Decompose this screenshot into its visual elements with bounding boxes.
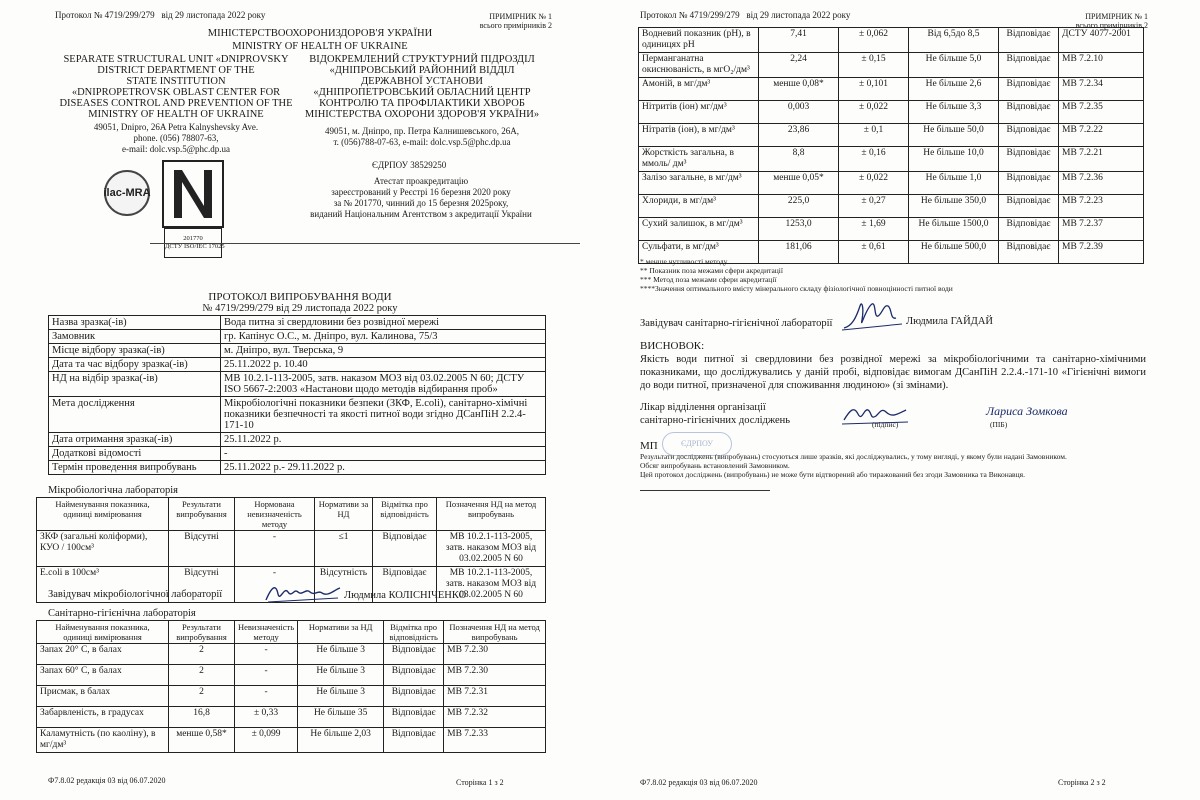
table-row — [639, 218, 1144, 241]
indicator-name: E.coli в 100см³ — [37, 567, 169, 603]
compliance-mark: Відповідає — [999, 147, 1059, 172]
chemical-results-table — [638, 27, 1144, 264]
table-row — [639, 172, 1144, 195]
compliance-mark: Відповідає — [999, 53, 1059, 78]
compliance-mark: Відповідає — [384, 665, 444, 686]
indicator-name: Присмак, в балах — [37, 686, 169, 707]
org-ua-line: ВІДОКРЕМЛЕНИЙ СТРУКТУРНИЙ ПІДРОЗДІЛ — [309, 54, 535, 65]
table-row — [49, 344, 546, 358]
table-row — [639, 147, 1144, 172]
stamp-label: МП — [640, 440, 658, 452]
table-header-row — [37, 498, 546, 531]
nau-number: 201770 — [183, 235, 203, 242]
document-title: ПРОТОКОЛ ВИПРОБУВАННЯ ВОДИ — [208, 291, 392, 303]
compliance-mark: Відповідає — [999, 241, 1059, 264]
table-row — [49, 372, 546, 397]
table-row — [639, 195, 1144, 218]
table-row — [49, 447, 546, 461]
org-ua-line: ДЕРЖАВНОЇ УСТАНОВИ — [361, 76, 483, 87]
norm-value: Не більше 1500,0 — [909, 218, 999, 241]
copy-counter — [480, 12, 552, 30]
col-indicator: Найменування показника, одиниці вимірювання — [37, 621, 169, 644]
uncertainty: - — [235, 531, 315, 567]
uncertainty: ± 0,062 — [839, 28, 909, 53]
edrpou-code: ЄДРПОУ 38529250 — [372, 160, 447, 170]
compliance-mark: Відповідає — [373, 567, 437, 603]
table-row — [639, 124, 1144, 147]
info-label: Додаткові відомості — [49, 447, 221, 461]
protocol-date: від 29 листопада 2022 року — [746, 10, 851, 20]
method-reference: МВ 7.2.22 — [1059, 124, 1144, 147]
table-row — [37, 686, 546, 707]
form-footer: Ф7.8.02 редакція 03 від 06.07.2020 — [640, 778, 758, 787]
sample-info-table — [48, 315, 546, 475]
test-result: 7,41 — [759, 28, 839, 53]
uncertainty: ± 0,33 — [235, 707, 298, 728]
uncertainty: - — [235, 665, 298, 686]
uncertainty: ± 0,16 — [839, 147, 909, 172]
indicator-name: Забарвленість, в градусах — [37, 707, 169, 728]
indicator-name: Залізо загальне, в мг/дм³ — [639, 172, 759, 195]
indicator-name: Перманганатна окиснюваність, в мгО₂/дм³ — [639, 53, 759, 78]
norm-value: Не більше 10,0 — [909, 147, 999, 172]
info-label: Дата отримання зразка(-ів) — [49, 433, 221, 447]
accreditation-line: зареєстрований у Реєстрі 16 березня 2020 року — [331, 187, 511, 197]
indicator-name: Водневий показник (рН), в одиницях рН — [639, 28, 759, 53]
disclaimer — [640, 452, 1067, 479]
table-row — [37, 644, 546, 665]
col-result: Результати випробування — [169, 621, 235, 644]
org-name-ua — [292, 54, 552, 120]
info-value: 25.11.2022 р. — [221, 433, 546, 447]
method-reference: МВ 7.2.35 — [1059, 101, 1144, 124]
nau-standard: ДСТУ ISO/IEC 17025 — [165, 243, 225, 250]
org-ua-line: «ДНІПРОПЕТРОВСЬКИЙ ОБЛАСНИЙ ЦЕНТР — [313, 87, 531, 98]
norm-value: Не більше 350,0 — [909, 195, 999, 218]
signature-kolisnichenko-icon — [262, 580, 342, 606]
uncertainty: - — [235, 686, 298, 707]
header-protocol-number — [55, 10, 265, 20]
norm-value: Не більше 3 — [298, 665, 384, 686]
address-en-line: 49051, Dnipro, 26A Petra Kalnyshevsky Ave. — [93, 122, 259, 132]
protocol-label: Протокол № 4719/299/279 — [55, 10, 155, 20]
accreditation-line: Атестат проакредитацію — [373, 176, 469, 186]
method-reference: МВ 7.2.39 — [1059, 241, 1144, 264]
table-footnotes — [640, 257, 953, 293]
nau-emblem-icon — [164, 162, 222, 226]
indicator-name: Каламутність (по каоліну), в мг/дм³ — [37, 728, 169, 753]
disclaimer-line: Цей протокол досліджень (випробувань) не може бути відтворений або тиражований без згоди Замовника та Виконавця. — [640, 470, 1025, 479]
table-row — [37, 665, 546, 686]
col-method: Позначення НД на метод випробувань — [437, 498, 546, 531]
compliance-mark: Відповідає — [384, 728, 444, 753]
test-result: 1253,0 — [759, 218, 839, 241]
test-result: 23,86 — [759, 124, 839, 147]
nau-accreditation-logo — [162, 160, 224, 228]
indicator-name: ЗКФ (загальні коліформи), КУО / 100см³ — [37, 531, 169, 567]
uncertainty: ± 0,15 — [839, 53, 909, 78]
compliance-mark: Відповідає — [373, 531, 437, 567]
table-row — [37, 728, 546, 753]
micro-signer-name: Людмила КОЛІСНІЧЕНКО — [344, 590, 467, 601]
method-reference: МВ 7.2.36 — [1059, 172, 1144, 195]
norm-value: Від 6,5до 8,5 — [909, 28, 999, 53]
compliance-mark: Відповідає — [384, 707, 444, 728]
method-reference: МВ 7.2.34 — [1059, 78, 1144, 101]
method-reference: МВ 7.2.31 — [444, 686, 546, 707]
copy-number: ПРИМІРНИК № 1 — [1085, 12, 1148, 21]
test-result: менше 0,05* — [759, 172, 839, 195]
uncertainty: ± 0,101 — [839, 78, 909, 101]
org-ua-line: «ДНІПРОВСЬКИЙ РАЙОННИЙ ВІДДІЛ — [329, 65, 515, 76]
info-label: Термін проведення випробувань — [49, 461, 221, 475]
lab-head-role: Завідувач санітарно-гігієнічної лабораторії — [640, 318, 833, 329]
compliance-mark: Відповідає — [999, 28, 1059, 53]
uncertainty: - — [235, 567, 315, 603]
info-label: Місце відбору зразка(-ів) — [49, 344, 221, 358]
ministry-ua: МІНІСТЕРСТВООХОРОНИЗДОРОВ'Я УКРАЇНИ — [207, 28, 433, 39]
org-ua-line: МІНІСТЕРСТВА ОХОРОНИ ЗДОРОВ'Я УКРАЇНИ» — [304, 109, 540, 120]
accreditation-info — [290, 176, 552, 220]
compliance-mark: Відповідає — [999, 195, 1059, 218]
compliance-mark: Відповідає — [999, 124, 1059, 147]
col-uncertainty: Нормована невизначеність методу — [235, 498, 315, 531]
doctor-handwritten-name: Лариса Зомкова — [986, 404, 1068, 418]
compliance-mark: Відповідає — [999, 218, 1059, 241]
norm-value: Не більше 2,03 — [298, 728, 384, 753]
table-header-row — [37, 621, 546, 644]
norm-value: Не більше 1,0 — [909, 172, 999, 195]
copy-number: ПРИМІРНИК № 1 — [489, 12, 552, 21]
uncertainty: ± 0,022 — [839, 101, 909, 124]
col-indicator: Найменування показника, одиниці вимірювання — [37, 498, 169, 531]
table-row — [639, 28, 1144, 53]
test-result: 8,8 — [759, 147, 839, 172]
norm-value: Не більше 3 — [298, 644, 384, 665]
info-label: Замовник — [49, 330, 221, 344]
col-method: Позначення НД на метод випробувань — [444, 621, 546, 644]
uncertainty: ± 1,69 — [839, 218, 909, 241]
address-en-line: phone. (056) 78807-63, — [133, 133, 219, 143]
org-name-en — [56, 54, 296, 120]
method-reference: МВ 7.2.30 — [444, 665, 546, 686]
indicator-name: Нітритів (іон) мг/дм³ — [639, 101, 759, 124]
protocol-label: Протокол № 4719/299/279 — [640, 10, 740, 20]
method-reference: МВ 7.2.33 — [444, 728, 546, 753]
test-result: 2,24 — [759, 53, 839, 78]
norm-value: Не більше 500,0 — [909, 241, 999, 264]
info-value: 25.11.2022 р.- 29.11.2022 р. — [221, 461, 546, 475]
copy-total: всього примірників 2 — [479, 21, 552, 30]
table-row — [49, 433, 546, 447]
indicator-name: Жорсткість загальна, в ммоль/ дм³ — [639, 147, 759, 172]
address-ua — [292, 126, 552, 148]
test-result: менше 0,08* — [759, 78, 839, 101]
uncertainty: ± 0,1 — [839, 124, 909, 147]
conclusion-title: ВИСНОВОК: — [640, 340, 705, 352]
col-norm: Нормативи за НД — [298, 621, 384, 644]
info-value: 25.11.2022 р. 10.40 — [221, 358, 546, 372]
col-result: Результати випробування — [169, 498, 235, 531]
org-en-line: SEPARATE STRUCTURAL UNIT «DNIPROVSKY — [63, 54, 289, 65]
disclaimer-line: Обсяг випробувань встановлений Замовником. — [640, 461, 790, 470]
norm-value: Відсутність — [315, 567, 373, 603]
compliance-mark: Відповідає — [999, 172, 1059, 195]
lab-head-name: Людмила ГАЙДАЙ — [906, 316, 993, 327]
method-reference: МВ 10.2.1-113-2005, затв. наказом МОЗ від 03.02.2005 N 60 — [437, 567, 546, 603]
table-row — [639, 53, 1144, 78]
method-reference: МВ 7.2.10 — [1059, 53, 1144, 78]
info-label: Дата та час відбору зразка(-ів) — [49, 358, 221, 372]
compliance-mark: Відповідає — [999, 101, 1059, 124]
uncertainty: ± 0,61 — [839, 241, 909, 264]
indicator-name: Амоній, в мг/дм³ — [639, 78, 759, 101]
signature-gaidai-icon — [840, 298, 904, 334]
norm-value: Не більше 5,0 — [909, 53, 999, 78]
col-norm: Нормативи за НД — [315, 498, 373, 531]
test-result: менше 0,58* — [169, 728, 235, 753]
copy-total: всього примірників 2 — [1075, 21, 1148, 30]
test-result: 181,06 — [759, 241, 839, 264]
indicator-name: Сульфати, в мг/дм³ — [639, 241, 759, 264]
page-number: Сторінка 1 з 2 — [456, 778, 504, 787]
test-result: 225,0 — [759, 195, 839, 218]
norm-value: Не більше 3 — [298, 686, 384, 707]
info-value: м. Дніпро, вул. Тверська, 9 — [221, 344, 546, 358]
method-reference: МВ 7.2.21 — [1059, 147, 1144, 172]
test-result: 2 — [169, 665, 235, 686]
table-row — [37, 531, 546, 567]
compliance-mark: Відповідає — [384, 644, 444, 665]
org-en-line: MINISTRY OF HEALTH OF UKRAINE — [88, 109, 264, 120]
ilac-logo-text: ilac-MRA — [103, 187, 151, 199]
info-value: гр. Капінус О.С., м. Дніпро, вул. Калинова, 75/3 — [221, 330, 546, 344]
table-row — [49, 316, 546, 330]
test-result: 0,003 — [759, 101, 839, 124]
accreditation-line: виданий Національним Агентством з акредитації України — [310, 209, 532, 219]
footnote: * менше чутливості методу — [640, 257, 728, 266]
name-caption: (ПІБ) — [990, 420, 1008, 429]
col-compliance: Відмітка про відповідність — [384, 621, 444, 644]
indicator-name: Хлориди, в мг/дм³ — [639, 195, 759, 218]
norm-value: Не більше 2,6 — [909, 78, 999, 101]
uncertainty: ± 0,27 — [839, 195, 909, 218]
info-value: - — [221, 447, 546, 461]
table-row — [49, 358, 546, 372]
compliance-mark: Відповідає — [384, 686, 444, 707]
conclusion-text: Якість води питної зі свердловини без розвідної мережі за мікробіологічними та санітарно-хімічними показниками, що досліджувались у даній пробі, відповідає вимогам ДСанПіН 2.2.4.-171-10 «Гігієнічні вимоги до води питної, призначеної для споживання людиною» (зі змінами). — [640, 354, 1146, 391]
col-compliance: Відмітка про відповідність — [373, 498, 437, 531]
org-ua-line: КОНТРОЛЮ ТА ПРОФІЛАКТИКИ ХВОРОБ — [319, 98, 525, 109]
table-row — [37, 707, 546, 728]
page-number: Сторінка 2 з 2 — [1058, 778, 1106, 787]
address-en-line: e-mail: dolc.vsp.5@phc.dp.ua — [121, 144, 230, 154]
address-ua-line: 49051, м. Дніпро, пр. Петра Калнишевського, 26А, — [324, 126, 519, 136]
ministry-en: MINISTRY OF HEALTH OF UKRAINE — [232, 41, 408, 52]
micro-signer-role: Завідувач мікробіологічної лабораторії — [48, 589, 223, 600]
signature-caption: (підпис) — [872, 420, 899, 429]
org-en-line: DISEASES CONTROL AND PREVENTION OF THE — [59, 98, 293, 109]
test-result: 2 — [169, 686, 235, 707]
test-result: Відсутні — [169, 567, 235, 603]
indicator-name: Нітратів (іон), в мг/дм³ — [639, 124, 759, 147]
header-protocol-number — [640, 10, 850, 20]
org-en-line: STATE INSTITUTION — [126, 76, 226, 87]
col-uncertainty: Невизначеність методу — [235, 621, 298, 644]
uncertainty: ± 0,022 — [839, 172, 909, 195]
header-divider — [150, 243, 580, 244]
method-reference: МВ 7.2.37 — [1059, 218, 1144, 241]
table-row — [639, 101, 1144, 124]
sanitary-results-table — [36, 620, 546, 753]
norm-value: Не більше 50,0 — [909, 124, 999, 147]
protocol-date: від 29 листопада 2022 року — [161, 10, 266, 20]
method-reference: МВ 7.2.30 — [444, 644, 546, 665]
indicator-name: Запах 20° С, в балах — [37, 644, 169, 665]
disclaimer-line: Результати досліджень (випробувань) стосуються лише зразків, які досліджувались, у тому вигляді, у якому були надані Замовником. — [640, 452, 1067, 461]
method-reference: МВ 7.2.32 — [444, 707, 546, 728]
address-en — [56, 122, 296, 155]
method-reference: МВ 7.2.23 — [1059, 195, 1144, 218]
org-en-line: «DNIPROPETROVSK OBLAST CENTER FOR — [71, 87, 281, 98]
norm-value: ≤1 — [315, 531, 373, 567]
uncertainty: ± 0,099 — [235, 728, 298, 753]
org-en-line: DISTRICT DEPARTMENT OF THE — [97, 65, 255, 76]
form-footer: Ф7.8.02 редакція 03 від 06.07.2020 — [48, 776, 166, 785]
doctor-role-line1: Лікар відділення організації — [640, 402, 766, 413]
ilac-mra-logo — [104, 170, 150, 216]
norm-value: Не більше 35 — [298, 707, 384, 728]
disclaimer-divider — [640, 490, 770, 491]
table-row — [49, 330, 546, 344]
norm-value: Не більше 3,3 — [909, 101, 999, 124]
protocol-page-2 — [600, 0, 1200, 800]
info-label: Назва зразка(-ів) — [49, 316, 221, 330]
sanitary-lab-title: Санітарно-гігієнічна лабораторія — [48, 608, 196, 619]
uncertainty: - — [235, 644, 298, 665]
footnote: ****Значення оптимального вмісту мінерального складу фізіологічної повноцінності питної води — [640, 284, 953, 293]
info-label: НД на відбір зразка(-ів) — [49, 372, 221, 397]
info-value: Мікробіологічні показники безпеки (ЗКФ, E.coli), санітарно-хімічні показники безпечності та якості питної води згідно ДСанПіН 2.2.4-171-10 — [221, 397, 546, 433]
method-reference: МВ 10.2.1-113-2005, затв. наказом МОЗ від 03.02.2005 N 60 — [437, 531, 546, 567]
test-result: 16,8 — [169, 707, 235, 728]
method-reference: ДСТУ 4077-2001 — [1059, 28, 1144, 53]
table-row — [639, 78, 1144, 101]
footnote: ** Показник поза межами сфери акредитації — [640, 266, 783, 275]
table-row — [49, 397, 546, 433]
info-value: МВ 10.2.1-113-2005, затв. наказом МОЗ від 03.02.2005 N 60; ДСТУ ISO 5667-2:2003 «Настанови щодо методів відбирання проб» — [221, 372, 546, 397]
indicator-name: Сухий залишок, в мг/дм³ — [639, 218, 759, 241]
info-label: Мета дослідження — [49, 397, 221, 433]
doctor-role-line2: санітарно-гігієнічних досліджень — [640, 415, 791, 426]
address-ua-line: т. (056)788-07-63, e-mail: dolc.vsp.5@phc.dp.ua — [333, 137, 511, 147]
footnote: *** Метод поза межами сфери акредитації — [640, 275, 777, 284]
compliance-mark: Відповідає — [999, 78, 1059, 101]
document-number: № 4719/299/279 від 29 листопада 2022 року — [202, 303, 398, 314]
accreditation-line: за № 201770, чинний до 15 березня 2025року, — [333, 198, 509, 208]
indicator-name: Запах 60° С, в балах — [37, 665, 169, 686]
test-result: Відсутні — [169, 531, 235, 567]
stamp-text: ЄДРПОУ — [681, 439, 713, 448]
micro-lab-title: Мікробіологічна лабораторія — [48, 485, 178, 496]
table-row — [49, 461, 546, 475]
info-value: Вода питна зі свердловини без розвідної мережі — [221, 316, 546, 330]
test-result: 2 — [169, 644, 235, 665]
